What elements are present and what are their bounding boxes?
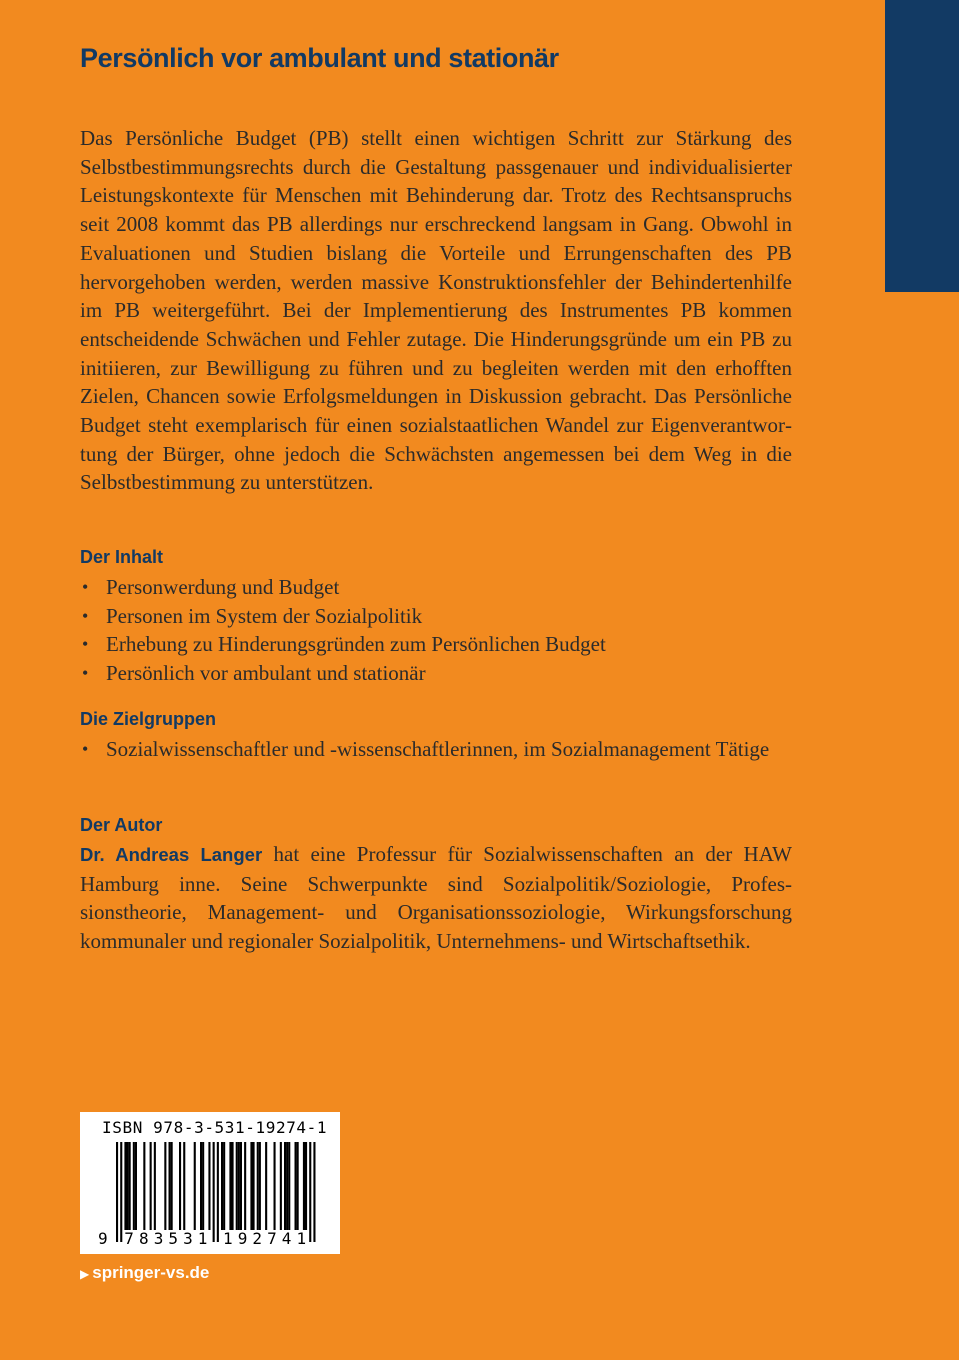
zielgruppen-list <box>80 735 780 764</box>
triangle-right-icon: ▶ <box>80 1267 90 1281</box>
author-bio-text: hat eine Professur für Sozialwissenschaften an der HAW Hamburg inne. Seine Schwerpunkte sind Sozialpolitik/Soziologie, Professionstheorie, Management- und Organisationssoziologie, Wirkungsforschung kommunaler und regionaler Sozialpolitik, Unternehmens- und Wirtschaftsethik. <box>80 842 793 954</box>
barcode-bar <box>232 1142 234 1230</box>
barcode-digit: 5 <box>168 1229 179 1248</box>
inhalt-list <box>80 573 792 687</box>
list-item: • Personwerdung und Budget <box>80 573 792 602</box>
barcode-bar <box>244 1142 246 1230</box>
barcode-bar <box>288 1142 290 1230</box>
barcode-bar <box>183 1142 185 1230</box>
barcode-bar <box>135 1142 137 1230</box>
bullet-icon: • <box>82 577 89 597</box>
barcode-bar <box>286 1142 288 1230</box>
barcode-bar <box>127 1142 129 1230</box>
bullet-icon: • <box>82 605 89 626</box>
barcode-bar <box>194 1142 196 1230</box>
barcode-bar <box>150 1142 152 1230</box>
barcode-bar <box>171 1142 173 1230</box>
barcode-bar <box>229 1142 231 1230</box>
blue-corner-tab <box>885 0 959 292</box>
bullet-icon: • <box>82 739 89 759</box>
zielgruppen-heading: Die Zielgruppen <box>80 709 217 729</box>
barcode-digit: 9 <box>98 1229 108 1248</box>
barcode-bar <box>200 1142 202 1230</box>
barcode-bar <box>221 1142 223 1230</box>
barcode-digit: 7 <box>124 1229 134 1248</box>
barcode-digit: 3 <box>153 1229 164 1248</box>
page-title: Persönlich vor ambulant und stationär <box>80 43 559 73</box>
bullet-icon: • <box>82 662 89 683</box>
barcode-bar <box>257 1142 259 1230</box>
barcode-bar <box>238 1142 240 1230</box>
barcode-digit: 1 <box>223 1229 233 1248</box>
barcode-bar <box>297 1142 299 1230</box>
barcode-bar <box>265 1142 267 1230</box>
barcode-digit: 7 <box>267 1229 277 1248</box>
list-item: • Personen im System der Sozialpolitik <box>80 602 792 631</box>
barcode-bar <box>284 1142 286 1230</box>
barcode-digit: 2 <box>252 1229 263 1248</box>
publisher-url: springer-vs.de <box>92 1263 210 1282</box>
list-item: • Sozialwissenschaftler und -wissenschaftlerinnen, im Sozialmanagement Tätige <box>80 735 780 764</box>
bullet-icon: • <box>82 634 89 654</box>
barcode-bar <box>164 1142 166 1230</box>
barcode-bar <box>217 1142 219 1242</box>
barcode-bar <box>143 1142 145 1230</box>
author-bio <box>80 840 792 956</box>
author-name: Dr. Andreas Langer <box>80 844 263 865</box>
barcode-digit: 3 <box>183 1229 193 1248</box>
barcode-bar <box>169 1142 171 1230</box>
barcode-bar <box>223 1142 225 1230</box>
barcode-bar <box>213 1142 215 1242</box>
barcode-bar <box>274 1142 276 1230</box>
barcode-graphic <box>80 1112 340 1254</box>
isbn-barcode <box>80 1112 340 1254</box>
barcode-bar <box>133 1142 135 1230</box>
barcode-bar <box>129 1142 131 1230</box>
isbn-label: ISBN 978-3-531-19274-1 <box>102 1118 328 1137</box>
barcode-digit: 4 <box>281 1229 292 1248</box>
barcode-digit: 8 <box>139 1229 149 1248</box>
list-item: • Erhebung zu Hinderungsgründen zum Persönlichen Budget <box>80 630 792 659</box>
description-paragraph: Das Persönliche Budget (PB) stellt einen wichtigen Schritt zur Stärkung des Selbstbestimmungsrechts durch die Gestaltung passgenauer und individualisierter Leistungskontexte für Menschen mit Behinderung dar. Trotz des Rechtsanspruchs seit 2008 kommt das PB allerdings nur erschreckend langsam in Gang. Obwohl in Evaluationen und Studien bislang die Vorteile und Errungenschaften des PB hervorgehoben werden, werden massive Konstruktionsfehler der Behindertenhilfe im PB weitergeführt. Bei der Implementierung des Instrumentes PB kommen entscheidende Schwächen und Fehler zutage. Die Hinderungsgründe um ein PB zu initiieren, zur Bewilligung zu führen und zu begleiten werden mit den erhofften Zielen, Chancen sowie Erfolgsmeldungen in Diskussion gebracht. Das Persönliche Budget steht exemplarisch für einen sozialstaatlichen Wandel zur Eigenverantwortung der Bürger, ohne jedoch die Schwächsten angemessen bei dem Weg in die Selbstbestimmung zu unterstützen. <box>80 126 792 495</box>
barcode-bar <box>253 1142 255 1230</box>
barcode-bar <box>208 1142 210 1230</box>
barcode-digit: 9 <box>237 1229 248 1248</box>
barcode-bar <box>120 1142 122 1242</box>
barcode-digit: 1 <box>197 1229 208 1248</box>
barcode-bar <box>313 1142 315 1242</box>
barcode-bar <box>280 1142 282 1230</box>
barcode-bar <box>154 1142 156 1230</box>
barcode-bar <box>236 1142 238 1230</box>
autor-heading: Der Autor <box>80 815 163 835</box>
inhalt-heading: Der Inhalt <box>80 547 164 567</box>
barcode-bar <box>240 1142 242 1230</box>
barcode-digit: 1 <box>296 1229 307 1248</box>
barcode-bar <box>179 1142 181 1230</box>
barcode-bar <box>124 1142 126 1230</box>
publisher-link[interactable] <box>80 1263 209 1283</box>
barcode-bar <box>295 1142 297 1230</box>
barcode-bar <box>303 1142 305 1230</box>
barcode-bar <box>202 1142 204 1230</box>
barcode-bar <box>116 1142 118 1242</box>
barcode-bar <box>305 1142 307 1230</box>
barcode-bar <box>259 1142 261 1230</box>
list-item: • Persönlich vor ambulant und stationär <box>80 659 792 688</box>
barcode-bar <box>309 1142 311 1242</box>
barcode-bar <box>250 1142 252 1230</box>
